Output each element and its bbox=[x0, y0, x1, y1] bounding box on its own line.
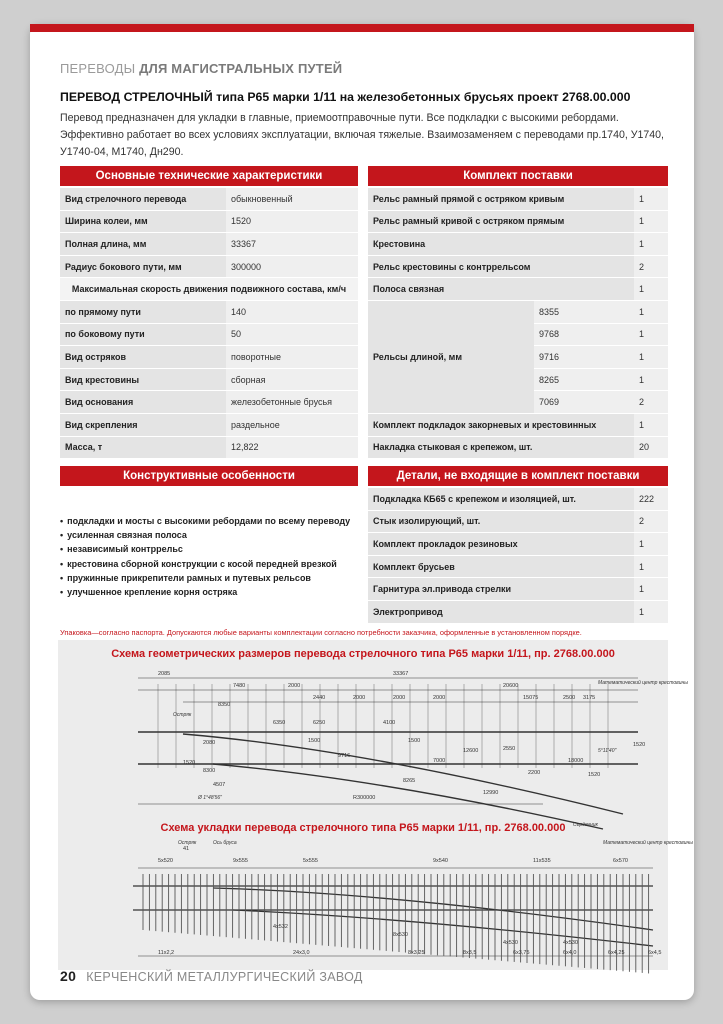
specs-row bbox=[60, 391, 358, 414]
dimension-label: 4100 bbox=[383, 720, 396, 726]
diverging-rail bbox=[183, 734, 623, 814]
supply-table bbox=[368, 188, 668, 459]
drawing-label: 5°11'40" bbox=[598, 748, 617, 754]
drawing-label: Остряк bbox=[173, 712, 192, 718]
geometry-scheme-drawing bbox=[63, 664, 688, 834]
supply-qty: 1 bbox=[634, 278, 668, 301]
extras-row bbox=[368, 555, 668, 578]
supply-header: Комплект поставки bbox=[368, 166, 668, 186]
dimension-label: 9x555 bbox=[233, 858, 248, 864]
feature-item: • подкладки и мосты с высокими ребордами по всему переводу bbox=[60, 514, 360, 528]
dimension-label: 6x4,0 bbox=[563, 950, 577, 956]
supply-item: Рельс рамный кривой с остряком прямым bbox=[368, 210, 634, 233]
supply-qty: 1 bbox=[634, 233, 668, 256]
dimension-label: 2440 bbox=[313, 695, 326, 701]
dimension-label: 12600 bbox=[463, 748, 479, 754]
specs-row bbox=[60, 278, 358, 301]
spec-value: поворотные bbox=[226, 346, 358, 369]
rail-length: 9768 bbox=[534, 323, 634, 346]
dimension-label: R300000 bbox=[353, 795, 376, 801]
extras-row bbox=[368, 578, 668, 601]
dimension-label: 18000 bbox=[568, 758, 584, 764]
rail-qty: 1 bbox=[634, 346, 668, 369]
drawing-label: Остряк bbox=[178, 840, 197, 846]
dimension-label: 41 bbox=[183, 846, 190, 852]
drawing-label: Сердечник bbox=[573, 822, 598, 828]
feature-item: • усиленная связная полоса bbox=[60, 528, 360, 542]
extra-item: Комплект прокладок резиновых bbox=[368, 533, 634, 556]
feature-item: • пружинные прикрепители рамных и путевых рельсов bbox=[60, 571, 360, 585]
rail-qty: 1 bbox=[634, 368, 668, 391]
feature-item: • улучшенное крепление корня остряка bbox=[60, 585, 360, 599]
page-number: 20 bbox=[60, 968, 77, 984]
rail-qty: 2 bbox=[634, 391, 668, 414]
section-heading-prefix: ПЕРЕВОДЫ bbox=[60, 61, 136, 76]
spec-value: 33367 bbox=[226, 233, 358, 256]
spec-label: по прямому пути bbox=[60, 300, 226, 323]
spec-value: железобетонные брусья bbox=[226, 391, 358, 414]
extras-row bbox=[368, 533, 668, 556]
diverging-rail bbox=[233, 910, 653, 946]
supply-row bbox=[368, 413, 668, 436]
specs-row bbox=[60, 255, 358, 278]
spec-label: Радиус бокового пути, мм bbox=[60, 255, 226, 278]
spec-value: 140 bbox=[226, 300, 358, 323]
dimension-label: 1520 bbox=[588, 772, 601, 778]
rail-length: 8265 bbox=[534, 368, 634, 391]
company-name: КЕРЧЕНСКИЙ МЕТАЛЛУРГИЧЕСКИЙ ЗАВОД bbox=[86, 970, 363, 984]
feature-item: • крестовина сборной конструкции с косой передней врезкой bbox=[60, 557, 360, 571]
spec-label: Вид остряков bbox=[60, 346, 226, 369]
spec-label: Вид крестовины bbox=[60, 368, 226, 391]
spec-value: сборная bbox=[226, 368, 358, 391]
specs-table bbox=[60, 188, 358, 459]
spec-value: 12,822 bbox=[226, 436, 358, 459]
page-sheet bbox=[30, 24, 694, 1000]
dimension-label: 3175 bbox=[583, 695, 596, 701]
dimension-label: 12990 bbox=[483, 790, 499, 796]
scheme2-title: Схема укладки перевода стрелочного типа Р65 марки 1/11, пр. 2768.00.000 bbox=[160, 822, 566, 834]
dimension-label: 4507 bbox=[213, 782, 226, 788]
specs-row bbox=[60, 368, 358, 391]
spec-label: Ширина колеи, мм bbox=[60, 210, 226, 233]
features-list bbox=[60, 514, 360, 599]
product-description: Перевод предназначен для укладки в главные, приемоотправочные пути. Все подкладки с высокими ребордами. Эффективно работает во всех условиях эксплуатации, включая тяжелые. Взаимозаменяем с переводами пр.1740, У1740, У1740-04, М1740, Дн290. bbox=[60, 112, 664, 158]
dimension-label: 2080 bbox=[203, 740, 216, 746]
supply-item: Рельс рамный прямой с остряком кривым bbox=[368, 188, 634, 210]
supply-qty: 1 bbox=[634, 210, 668, 233]
spec-value: 300000 bbox=[226, 255, 358, 278]
schemes-panel bbox=[58, 640, 693, 970]
dimension-label: 6x3,75 bbox=[513, 950, 530, 956]
dimension-label: 4x530 bbox=[503, 940, 518, 946]
diverging-rail bbox=[213, 764, 603, 829]
extra-qty: 1 bbox=[634, 600, 668, 623]
spec-label: Вид основания bbox=[60, 391, 226, 414]
rail-qty: 1 bbox=[634, 300, 668, 323]
rail-length: 8355 bbox=[534, 300, 634, 323]
dimension-label: 1500 bbox=[308, 738, 321, 744]
supply-qty: 1 bbox=[634, 413, 668, 436]
specs-row bbox=[60, 323, 358, 346]
supply-item: Накладка стыковая с крепежом, шт. bbox=[368, 436, 634, 459]
dimension-label: 9716 bbox=[338, 753, 351, 759]
dimension-label: 20600 bbox=[503, 683, 519, 689]
drawing-label: Математический центр крестовины bbox=[598, 680, 688, 686]
supply-row bbox=[368, 255, 668, 278]
spec-value: 1520 bbox=[226, 210, 358, 233]
top-accent-bar bbox=[30, 24, 694, 32]
supply-item: Комплект подкладок закорневых и крестовинных bbox=[368, 413, 634, 436]
specs-subheading: Максимальная скорость движения подвижного состава, км/ч bbox=[60, 278, 358, 301]
dimension-label: 2200 bbox=[528, 770, 541, 776]
dimension-label: 4x532 bbox=[273, 924, 288, 930]
dimension-label: 9x540 bbox=[433, 858, 448, 864]
supply-row bbox=[368, 188, 668, 210]
features-header: Конструктивные особенности bbox=[60, 466, 358, 486]
specs-header: Основные технические характеристики bbox=[60, 166, 358, 186]
dimension-label: 7480 bbox=[233, 683, 246, 689]
dimension-label: 33367 bbox=[393, 671, 409, 677]
dimension-label: 11x2,2 bbox=[158, 950, 175, 956]
extras-row bbox=[368, 488, 668, 510]
drawing-label: Ø 1°48'56" bbox=[198, 795, 222, 801]
dimension-label: 2500 bbox=[563, 695, 576, 701]
dimension-label: 5x520 bbox=[158, 858, 173, 864]
extra-qty: 2 bbox=[634, 510, 668, 533]
dimension-label: 6x570 bbox=[613, 858, 628, 864]
dimension-label: 24x3,0 bbox=[293, 950, 310, 956]
dimension-label: 8300 bbox=[203, 768, 216, 774]
dimension-label: 15075 bbox=[523, 695, 539, 701]
extra-item: Стык изолирующий, шт. bbox=[368, 510, 634, 533]
drawing-label: Ось бруса bbox=[213, 840, 237, 846]
section-heading bbox=[60, 61, 342, 76]
supply-rail-row bbox=[368, 300, 668, 323]
dimension-label: 2000 bbox=[353, 695, 366, 701]
spec-value: 50 bbox=[226, 323, 358, 346]
layout-scheme-drawing bbox=[63, 838, 693, 963]
packaging-note: Упаковка—согласно паспорта. Допускаются любые варианты комплектации согласно потребности заказчика, оформленные в установленном порядке. bbox=[60, 628, 582, 637]
spec-value: обыкновенный bbox=[226, 188, 358, 210]
feature-item: • независимый контррельс bbox=[60, 542, 360, 556]
specs-row bbox=[60, 413, 358, 436]
supply-qty: 2 bbox=[634, 255, 668, 278]
spec-label: Полная длина, мм bbox=[60, 233, 226, 256]
dimension-label: 8x3,25 bbox=[408, 950, 425, 956]
dimension-label: 8350 bbox=[218, 702, 231, 708]
dimension-label: 6350 bbox=[273, 720, 286, 726]
supply-qty: 20 bbox=[634, 436, 668, 459]
supply-item: Рельс крестовины с контррельсом bbox=[368, 255, 634, 278]
extra-qty: 1 bbox=[634, 533, 668, 556]
supply-row bbox=[368, 436, 668, 459]
spec-label: Вид стрелочного перевода bbox=[60, 188, 226, 210]
dimension-label: 6x4,25 bbox=[608, 950, 625, 956]
supply-row bbox=[368, 210, 668, 233]
spec-label: по боковому пути bbox=[60, 323, 226, 346]
supply-item: Крестовина bbox=[368, 233, 634, 256]
spec-value: раздельное bbox=[226, 413, 358, 436]
product-title: ПЕРЕВОД СТРЕЛОЧНЫЙ типа Р65 марки 1/11 на железобетонных брусьях проект 2768.00.000 bbox=[60, 90, 631, 104]
drawing-label: Математический центр крестовины bbox=[603, 840, 693, 846]
dimension-label: 6x4,5 bbox=[648, 950, 662, 956]
dimension-label: 7000 bbox=[433, 758, 446, 764]
page-footer bbox=[60, 968, 363, 984]
extra-item: Комплект брусьев bbox=[368, 555, 634, 578]
dimension-label: 8265 bbox=[403, 778, 416, 784]
extra-qty: 222 bbox=[634, 488, 668, 510]
specs-row bbox=[60, 210, 358, 233]
scheme1-title: Схема геометрических размеров перевода стрелочного типа Р65 марки 1/11, пр. 2768.00.000 bbox=[111, 648, 615, 660]
extras-header: Детали, не входящие в комплект поставки bbox=[368, 466, 668, 486]
extras-table bbox=[368, 488, 668, 624]
dimension-label: 2550 bbox=[503, 746, 516, 752]
spec-label: Вид скрепления bbox=[60, 413, 226, 436]
extra-qty: 1 bbox=[634, 578, 668, 601]
extra-item: Электропривод bbox=[368, 600, 634, 623]
dimension-label: 1500 bbox=[408, 738, 421, 744]
dimension-label: 6250 bbox=[313, 720, 326, 726]
dimension-label: 4x530 bbox=[563, 940, 578, 946]
rail-qty: 1 bbox=[634, 323, 668, 346]
rails-label: Рельсы длиной, мм bbox=[368, 300, 534, 413]
dimension-label: 5x555 bbox=[303, 858, 318, 864]
specs-row bbox=[60, 436, 358, 459]
spec-label: Масса, т bbox=[60, 436, 226, 459]
dimension-label: 1520 bbox=[183, 760, 196, 766]
extra-item: Гарнитура эл.привода стрелки bbox=[368, 578, 634, 601]
specs-row bbox=[60, 233, 358, 256]
extra-qty: 1 bbox=[634, 555, 668, 578]
specs-row bbox=[60, 300, 358, 323]
dimension-label: 2000 bbox=[288, 683, 301, 689]
dimension-label: 2000 bbox=[393, 695, 406, 701]
section-heading-rest: ДЛЯ МАГИСТРАЛЬНЫХ ПУТЕЙ bbox=[139, 61, 343, 76]
dimension-label: 1520 bbox=[633, 742, 646, 748]
extras-row bbox=[368, 510, 668, 533]
rail-length: 9716 bbox=[534, 346, 634, 369]
specs-row bbox=[60, 188, 358, 210]
dimension-label: 11x535 bbox=[533, 858, 551, 864]
dimension-label: 2085 bbox=[158, 671, 171, 677]
specs-row bbox=[60, 346, 358, 369]
supply-row bbox=[368, 233, 668, 256]
supply-item: Полоса связная bbox=[368, 278, 634, 301]
supply-qty: 1 bbox=[634, 188, 668, 210]
rail-length: 7069 bbox=[534, 391, 634, 414]
dimension-label: 8x530 bbox=[393, 932, 408, 938]
supply-row bbox=[368, 278, 668, 301]
dimension-label: 2000 bbox=[433, 695, 446, 701]
extras-row bbox=[368, 600, 668, 623]
dimension-label: 8x3,5 bbox=[463, 950, 477, 956]
extra-item: Подкладка КБ65 с крепежом и изоляцией, шт. bbox=[368, 488, 634, 510]
